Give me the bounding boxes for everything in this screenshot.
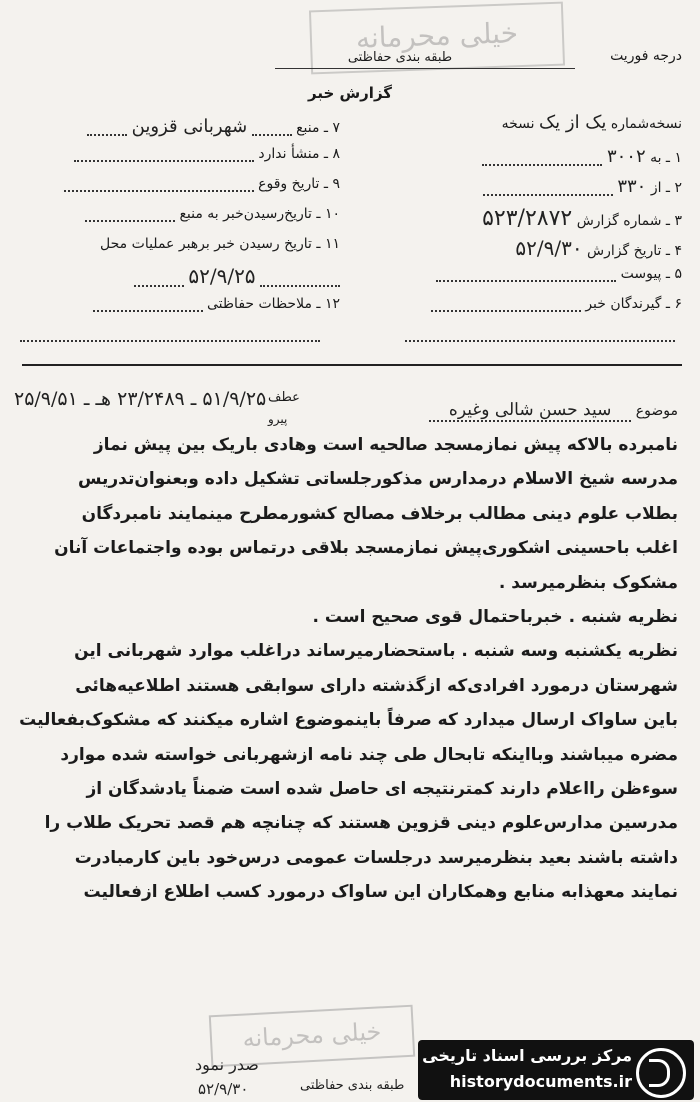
field-value: ۳۰۰۲ xyxy=(606,146,646,167)
field-label: ۱ ـ به xyxy=(650,150,682,166)
field-report-date xyxy=(392,236,682,260)
body-line: مدرسین مدارس‌علوم دینی قزوین هستند که چنانچه هم قصد تحریک طلاب را xyxy=(44,813,678,834)
field-source xyxy=(20,116,340,137)
dotted-line xyxy=(252,120,292,136)
footer-date: ۵۲/۹/۳۰ xyxy=(198,1080,249,1098)
dotted-line xyxy=(483,180,613,196)
field-value: شهربانی قزوین xyxy=(131,116,248,137)
body-line: مشکوک بنظرمیرسد . xyxy=(498,572,678,593)
body-line: مضره میباشند وبااینکه تابحال طی چند نامه ازشهربانی خواسته شده موارد xyxy=(60,744,678,765)
subject-label: موضوع xyxy=(635,403,678,419)
dotted-line xyxy=(74,146,254,162)
report-body xyxy=(18,428,678,910)
field-value: یک از یک xyxy=(539,112,607,133)
watermark-fa-text: مرکز بررسی اسناد تاریخی xyxy=(422,1046,632,1065)
field-report-number xyxy=(392,206,682,231)
reference-peyro-label: پیرو xyxy=(268,412,288,426)
field-value: ۵۲۳/۲۸۷۲ xyxy=(482,206,573,231)
body-line: داشته باشند بعید بنظرمیرسد درجلسات عمومی درس‌خود باین کارمبادرت xyxy=(74,847,678,868)
watermark-en-text: historydocuments.ir xyxy=(449,1072,632,1091)
dotted-line xyxy=(20,326,320,342)
body-line: اغلب باحسینی اشکوری‌پیش نمازمسجد بلاقی درتماس بوده واجتماعات آنان xyxy=(54,538,678,559)
archive-watermark xyxy=(418,1040,694,1100)
field-label: ۴ ـ تاریخ گزارش xyxy=(587,243,682,259)
field-label: ۱۰ ـ تاریخ‌رسیدن‌خبر به منبع xyxy=(179,206,340,222)
dotted-line xyxy=(260,271,340,287)
field-operations-receipt-date xyxy=(20,236,340,252)
header-divider xyxy=(275,68,575,69)
field-occurrence-date xyxy=(20,176,340,192)
classification-label: طبقه بندی حفاظتی xyxy=(347,50,453,65)
dotted-line xyxy=(85,206,175,222)
field-recipients xyxy=(392,296,682,312)
dotted-line xyxy=(431,296,581,312)
body-line: شهرستان درمورد افرادی‌که ازگذشته دارای سوابقی هستند اطلاعیه‌هائی xyxy=(75,675,678,696)
field-label: ۸ ـ منشأ ندارد xyxy=(258,146,340,162)
bottom-classification-stamp: خیلی محرمانه xyxy=(209,1005,415,1068)
reference-number: ۵۱/۹/۲۵ ـ ۲۳/۲۴۸۹ هـ ـ ۲۵/۹/۵۱ xyxy=(14,388,267,410)
field-label: ۵ ـ پیوست xyxy=(620,266,682,282)
body-line: نظریه شنبه . خبرباحتمال قوی صحیح است . xyxy=(312,607,678,628)
dotted-line xyxy=(436,266,616,282)
footer-classification: طبقه بندی حفاظتی xyxy=(300,1078,405,1093)
body-line: نامبرده بالاکه پیش نمازمسجد صالحیه است وهادی باریک بین پیش نماز xyxy=(93,435,678,455)
field-value: ۵۲/۹/۲۵ xyxy=(188,264,256,288)
subject-line xyxy=(429,400,678,420)
field-operations-date-value xyxy=(20,264,340,288)
recipients-extra-line xyxy=(405,326,680,342)
body-line: مدرسه شیخ الاسلام درمدارس مذکورجلساتی تشکیل داده وبعنوان‌تدریس xyxy=(77,469,678,490)
dotted-line xyxy=(405,326,675,342)
field-value: ۵۲/۹/۳۰ xyxy=(515,236,583,260)
field-label: ۲ ـ از xyxy=(650,180,682,196)
top-classification-stamp: خیلی محرمانه xyxy=(309,2,565,75)
body-line: باین ساواک ارسال میدارد که صرفاً باینموضوع اشاره میکنند که مشکوک‌بفعالیت xyxy=(19,710,678,731)
dotted-line xyxy=(134,271,184,287)
reference-atf-label: عطف xyxy=(268,390,300,405)
field-label: ۶ ـ گیرندگان خبر xyxy=(585,296,682,312)
body-line: نظریه یکشنبه وسه شنبه . باستحضارمیرساند دراغلب موارد شهربانی این xyxy=(74,641,678,662)
dotted-line xyxy=(87,120,127,136)
field-security-notes xyxy=(20,296,340,312)
archive-logo-icon xyxy=(636,1048,686,1098)
field-label: ۱۱ ـ تاریخ رسیدن خبر برهبر عملیات محل xyxy=(100,236,340,252)
report-title: گزارش خبر xyxy=(307,84,393,102)
field-label: نسخه‌شماره xyxy=(610,116,682,132)
dotted-line xyxy=(64,176,254,192)
section-divider xyxy=(22,364,682,366)
body-line: نمایند معهذابه منابع وهمکاران این ساواک درمورد کسب اطلاع ازفعالیت xyxy=(83,882,678,903)
field-label: ۷ ـ منبع xyxy=(296,120,340,136)
dotted-line xyxy=(482,150,602,166)
field-copy-number xyxy=(392,112,682,133)
dotted-line xyxy=(93,296,203,312)
priority-label: درجه فوریت xyxy=(610,48,682,64)
security-notes-extra-line xyxy=(20,326,340,342)
field-source-receipt-date xyxy=(20,206,340,222)
field-attachment xyxy=(392,266,682,282)
signature: صدر نمود xyxy=(195,1055,259,1074)
field-from xyxy=(392,176,682,197)
subject-value: سید حسن شالی وغیره xyxy=(429,400,631,422)
body-line: بطلاب علوم دینی مطالب برخلاف مصالح کشورمطرح مینمایند نامبردگان xyxy=(81,503,678,524)
body-line: سوءظن رااعلام دارند کمترنتیجه ای حاصل شده است ضمناً یادشدگان از xyxy=(86,779,678,800)
field-origin xyxy=(20,146,340,162)
field-to xyxy=(392,146,682,167)
field-suffix: نسخه xyxy=(501,116,535,132)
field-label: ۹ ـ تاریخ وقوع xyxy=(258,176,340,192)
field-label: ۱۲ ـ ملاحظات حفاظتی xyxy=(207,296,340,312)
field-label: ۳ ـ شماره گزارش xyxy=(576,213,682,229)
field-value: ۳۳۰ xyxy=(617,176,647,197)
